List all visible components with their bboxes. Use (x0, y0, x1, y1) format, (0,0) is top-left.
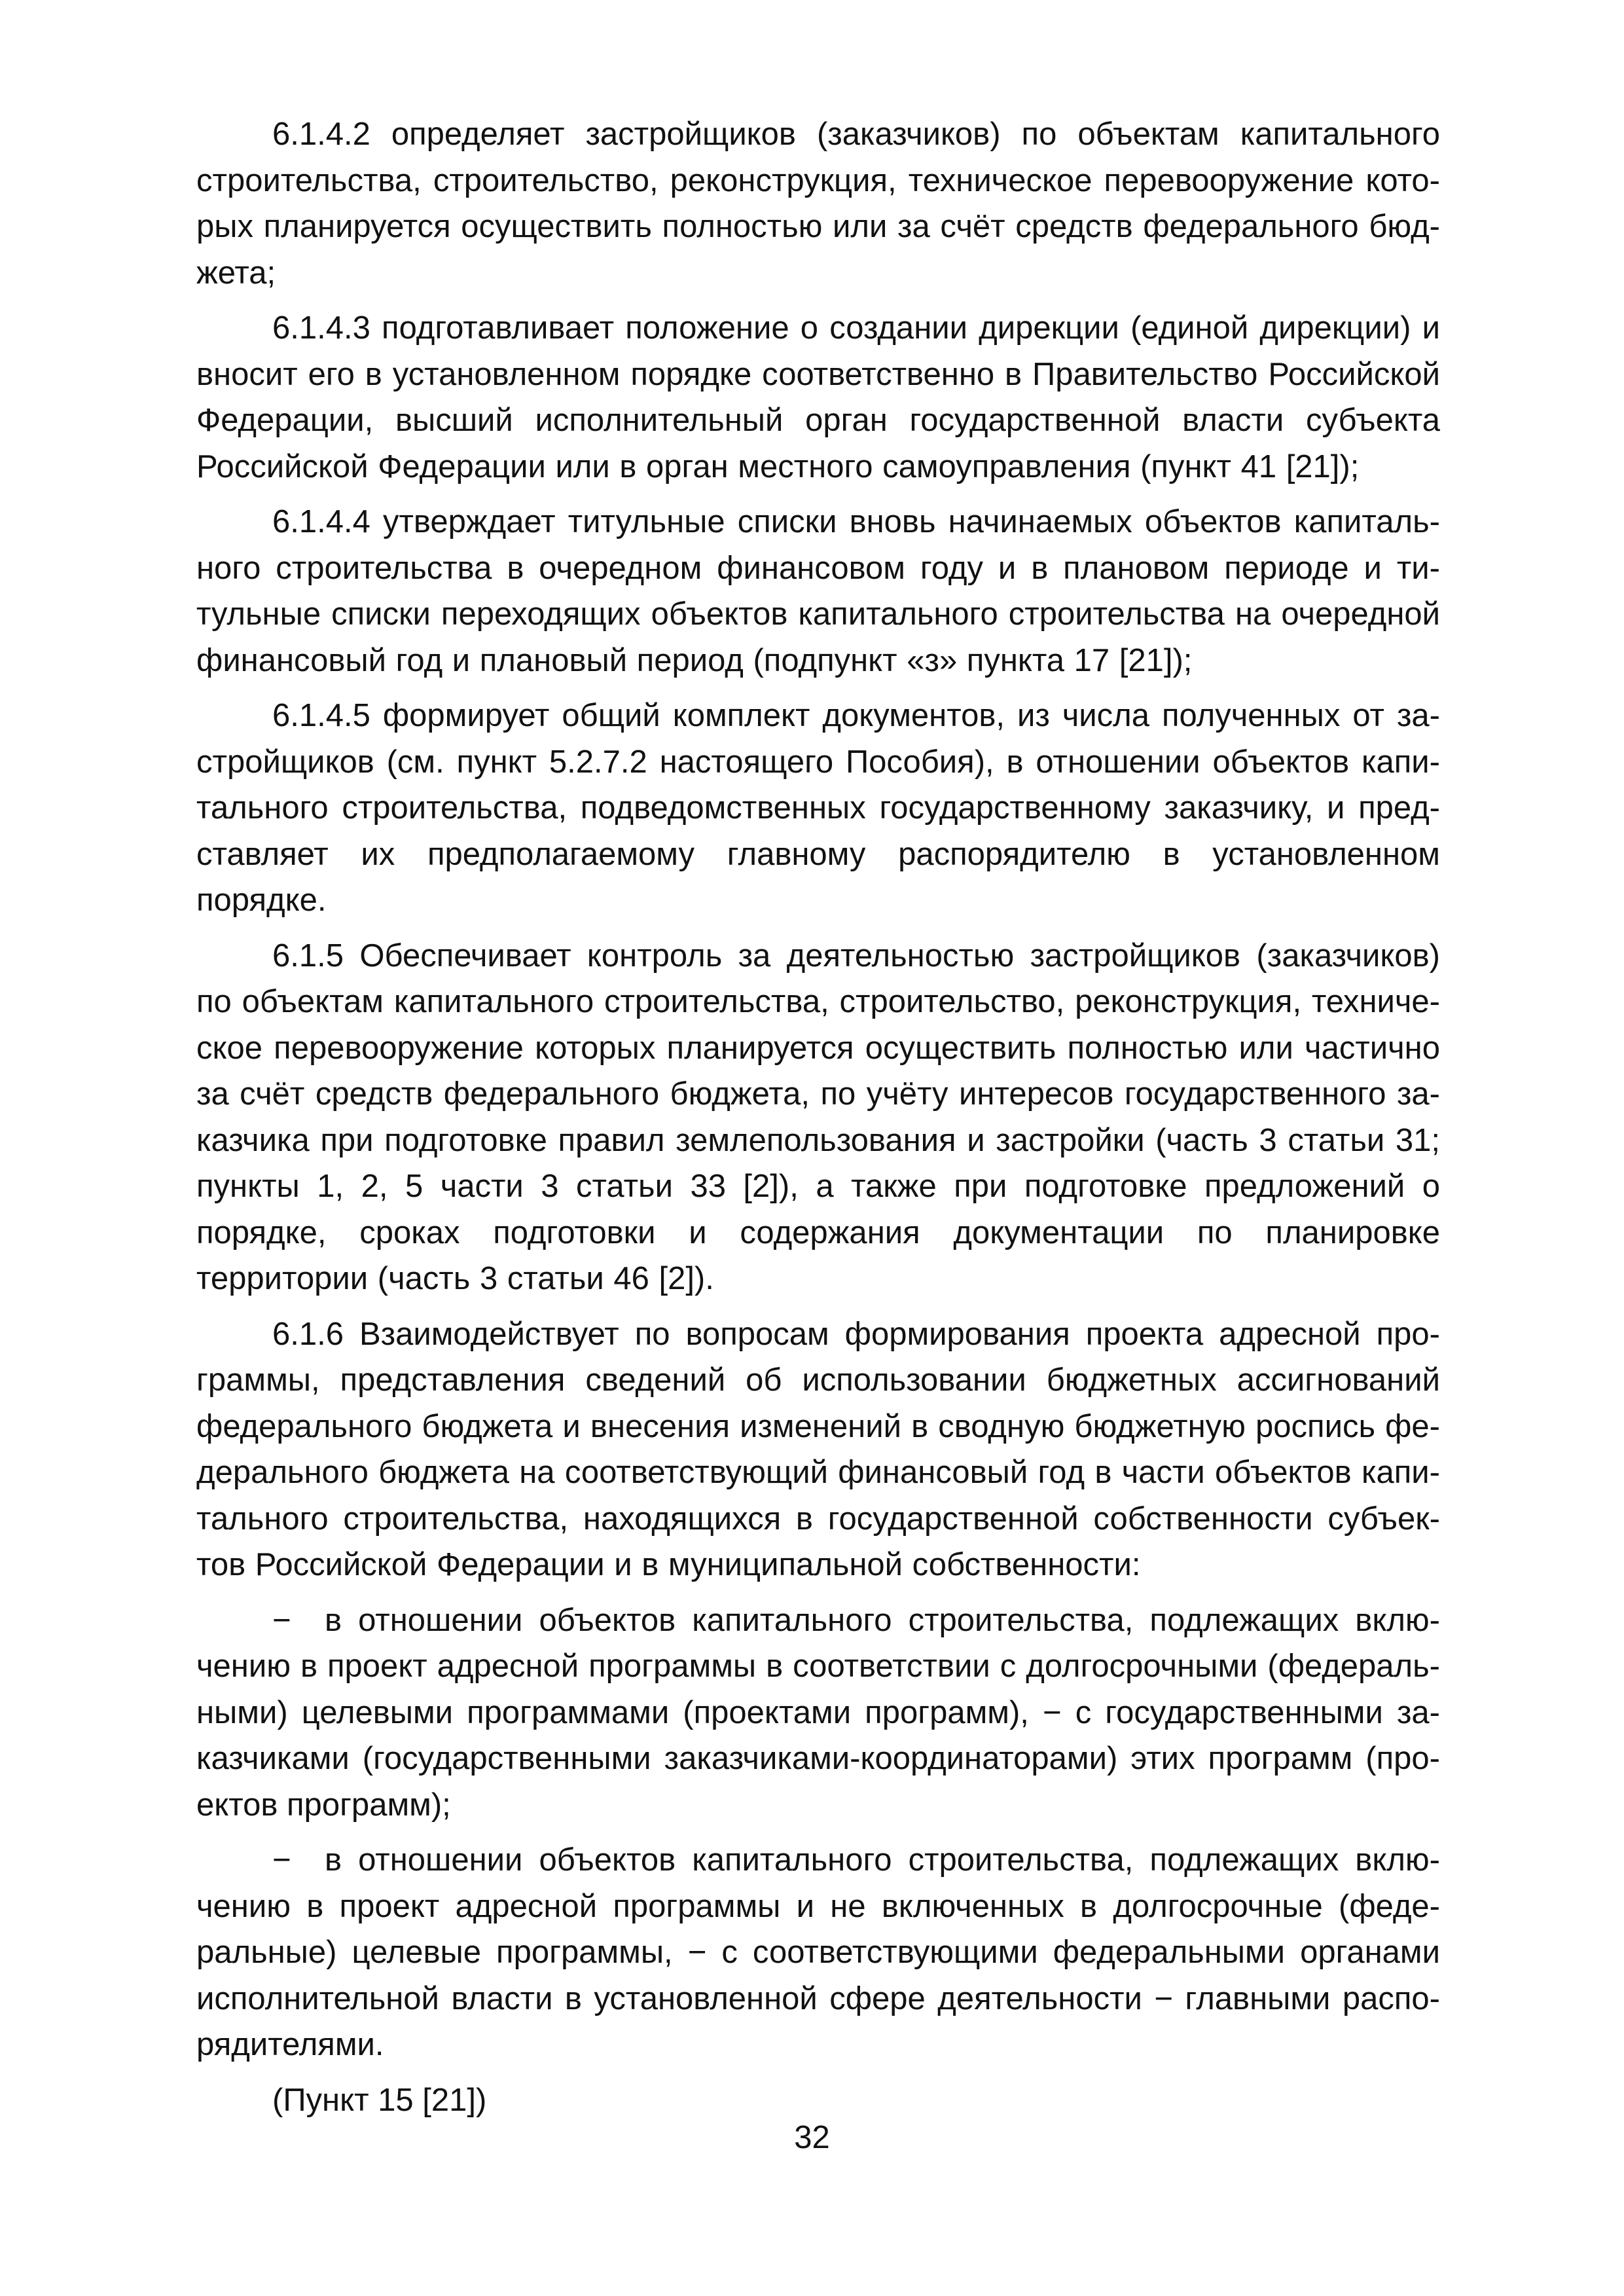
list-dash-marker: − (272, 1842, 291, 1878)
list-item-text: в отношении объектов капитального строительства, подлежащих включению в проект адресной программы и не включенных в долгосрочные (федеральные) целевые программы, − с соответствующими федеральными органами исполнительной власти в установленной сфере деятельности − главными распорядителями. (196, 1842, 1440, 2062)
paragraph-6-1-4-4: 6.1.4.4 утверждает титульные списки вновь начинаемых объектов капитального строительства в очередном финансовом году и в плановом периоде и титульные списки переходящих объектов капитального строительства на очередной финансовый год и плановый период (подпункт «з» пункта 17 [21]); (196, 504, 1440, 678)
list-item (196, 1597, 1440, 1829)
paragraph-6-1-4-2: 6.1.4.2 определяет застройщиков (заказчиков) по объектам капитального строительства, строительство, реконструкция, техническое перевооружение которых планируется осуществить полностью или за счёт средств федерального бюджета; (196, 117, 1440, 291)
list-item (196, 1837, 1440, 2068)
paragraph-6-1-5: 6.1.5 Обеспечивает контроль за деятельностью застройщиков (заказчиков) по объектам капитального строительства, строительство, реконструкция, техническое перевооружение которых планируется осуществить полностью или частично за счёт средств федерального бюджета, по учёту интересов государственного заказчика при подготовке правил землепользования и застройки (часть 3 статьи 31; пункты 1, 2, 5 части 3 статьи 33 [2]), а также при подготовке предложений о порядке, сроках подготовки и содержания документации по планировке территории (часть 3 статьи 46 [2]). (196, 938, 1440, 1296)
list-item-text: в отношении объектов капитального строительства, подлежащих включению в проект адресной программы в соответствии с долгосрочными (федеральными) целевыми программами (проектами программ), − с государственными заказчиками (государственными заказчиками-координаторами) этих программ (проектов программ); (196, 1602, 1440, 1823)
source-note: (Пункт 15 [21]) (272, 2082, 487, 2118)
document-page (196, 111, 1440, 2123)
paragraph-6-1-6: 6.1.6 Взаимодействует по вопросам формирования проекта адресной программы, представления сведений об использовании бюджетных ассигнований федерального бюджета и внесения изменений в сводную бюджетную роспись федерального бюджета на соответствующий финансовый год в части объектов капитального строительства, находящихся в государственной собственности субъектов Российской Федерации и в муниципальной собственности: (196, 1316, 1440, 1582)
page-number: 32 (794, 2120, 830, 2155)
paragraph-6-1-4-5: 6.1.4.5 формирует общий комплект документов, из числа полученных от застройщиков (см. пункт 5.2.7.2 настоящего Пособия), в отношении объектов капитального строительства, подведомственных государственному заказчику, и представляет их предполагаемому главному распорядителю в установленном порядке. (196, 698, 1440, 918)
paragraph-6-1-4-3: 6.1.4.3 подготавливает положение о создании дирекции (единой дирекции) и вносит его в установленном порядке соответственно в Правительство Российской Федерации, высший исполнительный орган государственной власти субъекта Российской Федерации или в орган местного самоуправления (пункт 41 [21]); (196, 310, 1440, 484)
list-dash-marker: − (272, 1602, 291, 1638)
